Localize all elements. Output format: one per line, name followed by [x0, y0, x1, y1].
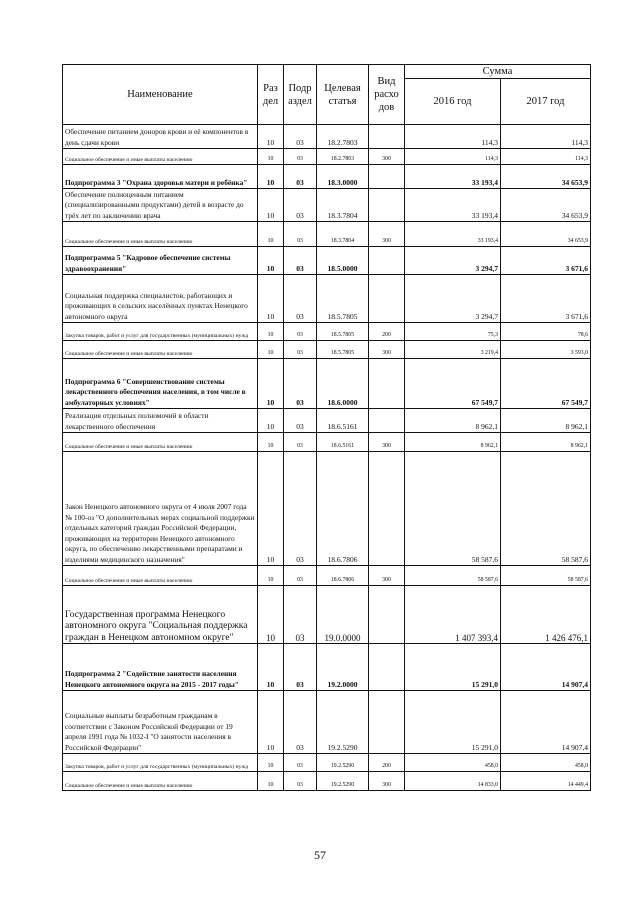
table-row — [63, 275, 591, 323]
row-vid — [369, 125, 405, 149]
row-podrazdel: 03 — [284, 323, 317, 341]
row-vid — [369, 586, 405, 644]
row-sum-2016: 8 962,1 — [405, 409, 501, 433]
row-vid — [369, 409, 405, 433]
row-name: Социальное обеспечение и иные выплаты населению — [63, 566, 258, 586]
row-sum-2016: 67 549,7 — [405, 359, 501, 409]
row-sum-2017: 114,3 — [501, 149, 591, 165]
row-razdel: 10 — [258, 165, 284, 189]
row-celevaya: 18.5.7805 — [317, 323, 369, 341]
row-celevaya: 18.3.7804 — [317, 189, 369, 222]
row-name: Подпрограмма 3 "Охрана здоровья матери и ребёнка" — [63, 165, 258, 189]
row-razdel: 10 — [258, 586, 284, 644]
row-sum-2016: 75,3 — [405, 323, 501, 341]
row-sum-2016: 3 219,4 — [405, 341, 501, 359]
table-row — [63, 409, 591, 433]
row-sum-2016: 15 291,0 — [405, 691, 501, 754]
table-row — [63, 691, 591, 754]
table-row — [63, 125, 591, 149]
row-podrazdel: 03 — [284, 452, 317, 566]
row-podrazdel: 03 — [284, 149, 317, 165]
row-name: Реализация отдельных полномочий в области лекарственного обеспечения — [63, 409, 258, 433]
row-celevaya: 18.5.7805 — [317, 275, 369, 323]
table-row — [63, 452, 591, 566]
row-podrazdel: 03 — [284, 165, 317, 189]
row-sum-2017: 34 653,9 — [501, 222, 591, 247]
row-razdel: 10 — [258, 247, 284, 275]
page-number: 57 — [314, 848, 326, 862]
row-razdel: 10 — [258, 754, 284, 772]
row-sum-2016: 33 193,4 — [405, 165, 501, 189]
row-podrazdel: 03 — [284, 409, 317, 433]
row-sum-2016: 33 193,4 — [405, 222, 501, 247]
row-sum-2016: 14 833,0 — [405, 772, 501, 791]
row-sum-2017: 114,3 — [501, 125, 591, 149]
row-sum-2016: 458,0 — [405, 754, 501, 772]
row-name: Подпрограмма 2 "Содействие занятости населения Ненецкого автономного округа на 2015 - 2017 годы" — [63, 644, 258, 691]
row-name: Подпрограмма 5 "Кадровое обеспечение системы здравоохранения" — [63, 247, 258, 275]
row-razdel: 10 — [258, 433, 284, 452]
row-razdel: 10 — [258, 691, 284, 754]
row-vid: 200 — [369, 754, 405, 772]
table-row — [63, 341, 591, 359]
row-vid: 300 — [369, 566, 405, 586]
row-celevaya: 18.5.7805 — [317, 341, 369, 359]
row-razdel: 10 — [258, 323, 284, 341]
row-celevaya: 19.0.0000 — [317, 586, 369, 644]
row-podrazdel: 03 — [284, 586, 317, 644]
row-celevaya: 18.6.7806 — [317, 452, 369, 566]
row-celevaya: 18.3.0000 — [317, 165, 369, 189]
budget-table — [62, 64, 591, 791]
row-celevaya: 18.6.5161 — [317, 433, 369, 452]
header-celevaya-statya: Целевая статья — [317, 65, 369, 125]
table-row — [63, 189, 591, 222]
row-sum-2016: 3 294,7 — [405, 275, 501, 323]
row-sum-2017: 8 962,1 — [501, 409, 591, 433]
table-row — [63, 359, 591, 409]
row-sum-2016: 3 294,7 — [405, 247, 501, 275]
row-vid: 300 — [369, 149, 405, 165]
row-celevaya: 18.2.7803 — [317, 149, 369, 165]
table-row — [63, 772, 591, 791]
table-row — [63, 165, 591, 189]
row-celevaya: 18.6.5161 — [317, 409, 369, 433]
row-podrazdel: 03 — [284, 247, 317, 275]
row-podrazdel: 03 — [284, 359, 317, 409]
row-podrazdel: 03 — [284, 754, 317, 772]
row-vid: 300 — [369, 222, 405, 247]
row-name: Государственная программа Ненецкого автономного округа "Социальная поддержка граждан в Ненецком автономном округе" — [63, 586, 258, 644]
row-vid — [369, 247, 405, 275]
row-name: Социальное обеспечение и иные выплаты населению — [63, 433, 258, 452]
row-sum-2017: 1 426 476,1 — [501, 586, 591, 644]
row-vid — [369, 165, 405, 189]
header-2016: 2016 год — [405, 79, 501, 125]
header-vid-rashodov: Вид расхо дов — [369, 65, 405, 125]
row-podrazdel: 03 — [284, 189, 317, 222]
row-razdel: 10 — [258, 275, 284, 323]
row-sum-2017: 34 653,9 — [501, 189, 591, 222]
row-sum-2016: 114,3 — [405, 149, 501, 165]
row-podrazdel: 03 — [284, 772, 317, 791]
table-row — [63, 644, 591, 691]
row-name: Социальное обеспечение и иные выплаты населению — [63, 341, 258, 359]
row-celevaya: 18.6.7806 — [317, 566, 369, 586]
row-sum-2017: 3 671,6 — [501, 247, 591, 275]
header-2017: 2017 год — [501, 79, 591, 125]
row-vid — [369, 452, 405, 566]
row-celevaya: 18.2.7803 — [317, 125, 369, 149]
row-name: Закупка товаров, работ и услуг для государственных (муниципальных) нужд — [63, 323, 258, 341]
table-row — [63, 149, 591, 165]
row-vid — [369, 359, 405, 409]
table-row — [63, 323, 591, 341]
header-name: Наименование — [63, 65, 258, 125]
row-razdel: 10 — [258, 125, 284, 149]
row-podrazdel: 03 — [284, 433, 317, 452]
table-row — [63, 754, 591, 772]
header-razdel: Раз дел — [258, 65, 284, 125]
row-sum-2016: 8 962,1 — [405, 433, 501, 452]
row-sum-2017: 58 587,6 — [501, 566, 591, 586]
row-podrazdel: 03 — [284, 341, 317, 359]
row-celevaya: 19.2.5290 — [317, 772, 369, 791]
row-razdel: 10 — [258, 566, 284, 586]
row-razdel: 10 — [258, 644, 284, 691]
row-celevaya: 18.3.7804 — [317, 222, 369, 247]
row-razdel: 10 — [258, 409, 284, 433]
row-celevaya: 18.6.0000 — [317, 359, 369, 409]
row-sum-2016: 1 407 393,4 — [405, 586, 501, 644]
row-vid — [369, 189, 405, 222]
row-name: Социальная поддержка специалистов, работающих и проживающих в сельских населённых пунктах Ненецкого автономного округа — [63, 275, 258, 323]
row-name: Социальное обеспечение и иные выплаты населению — [63, 222, 258, 247]
row-celevaya: 19.2.5290 — [317, 691, 369, 754]
row-podrazdel: 03 — [284, 566, 317, 586]
row-vid — [369, 275, 405, 323]
table-row — [63, 566, 591, 586]
row-sum-2017: 14 907,4 — [501, 691, 591, 754]
row-sum-2017: 14 907,4 — [501, 644, 591, 691]
row-name: Социальное обеспечение и иные выплаты населению — [63, 772, 258, 791]
header-summa: Сумма — [405, 65, 591, 79]
row-sum-2016: 114,3 — [405, 125, 501, 149]
row-name: Закон Ненецкого автономного округа от 4 июля 2007 года № 100-оз "О дополнительных мерах социальной поддержки отдельных категорий граждан Российской Федерации, проживающих на территории Ненецкого автономного округа, по обеспечению лекарственными препаратами и изделиями медицинского назначения" — [63, 452, 258, 566]
row-vid: 300 — [369, 341, 405, 359]
row-sum-2017: 34 653,9 — [501, 165, 591, 189]
row-celevaya: 18.5.0000 — [317, 247, 369, 275]
row-razdel: 10 — [258, 772, 284, 791]
header-podrazdel: Подр аздел — [284, 65, 317, 125]
row-sum-2017: 3 593,0 — [501, 341, 591, 359]
row-vid: 200 — [369, 323, 405, 341]
row-podrazdel: 03 — [284, 644, 317, 691]
row-sum-2017: 8 962,1 — [501, 433, 591, 452]
row-vid: 300 — [369, 772, 405, 791]
row-podrazdel: 03 — [284, 125, 317, 149]
row-razdel: 10 — [258, 452, 284, 566]
row-name: Социальное обеспечение и иные выплаты населению — [63, 149, 258, 165]
row-razdel: 10 — [258, 341, 284, 359]
table-row — [63, 247, 591, 275]
row-name: Социальные выплаты безработным гражданам в соответствии с Законом Российской Федерации от 19 апреля 1991 года № 1032-I "О занятости населения в Российской Федерации" — [63, 691, 258, 754]
row-sum-2016: 33 193,4 — [405, 189, 501, 222]
row-name: Обеспечение полноценным питанием (специализированными продуктами) детей в возрасте до трёх лет по заключению врача — [63, 189, 258, 222]
row-sum-2017: 78,6 — [501, 323, 591, 341]
table-row — [63, 433, 591, 452]
row-sum-2017: 458,0 — [501, 754, 591, 772]
row-name: Обеспечение питанием доноров крови и её компонентов в день сдачи крови — [63, 125, 258, 149]
row-vid: 300 — [369, 433, 405, 452]
row-razdel: 10 — [258, 222, 284, 247]
row-sum-2017: 58 587,6 — [501, 452, 591, 566]
table-row — [63, 222, 591, 247]
table-row — [63, 586, 591, 644]
row-celevaya: 19.2.0000 — [317, 644, 369, 691]
row-podrazdel: 03 — [284, 222, 317, 247]
row-razdel: 10 — [258, 149, 284, 165]
row-podrazdel: 03 — [284, 275, 317, 323]
row-sum-2016: 58 587,6 — [405, 566, 501, 586]
row-name: Подпрограмма 6 "Совершенствование системы лекарственного обеспечения населения, в том числе в амбулаторных условиях" — [63, 359, 258, 409]
row-vid — [369, 644, 405, 691]
row-sum-2017: 3 671,6 — [501, 275, 591, 323]
row-sum-2016: 58 587,6 — [405, 452, 501, 566]
row-sum-2017: 67 549,7 — [501, 359, 591, 409]
row-name: Закупка товаров, работ и услуг для государственных (муниципальных) нужд — [63, 754, 258, 772]
row-vid — [369, 691, 405, 754]
row-sum-2017: 14 449,4 — [501, 772, 591, 791]
row-podrazdel: 03 — [284, 691, 317, 754]
row-razdel: 10 — [258, 189, 284, 222]
row-celevaya: 19.2.5290 — [317, 754, 369, 772]
row-razdel: 10 — [258, 359, 284, 409]
row-sum-2016: 15 291,0 — [405, 644, 501, 691]
